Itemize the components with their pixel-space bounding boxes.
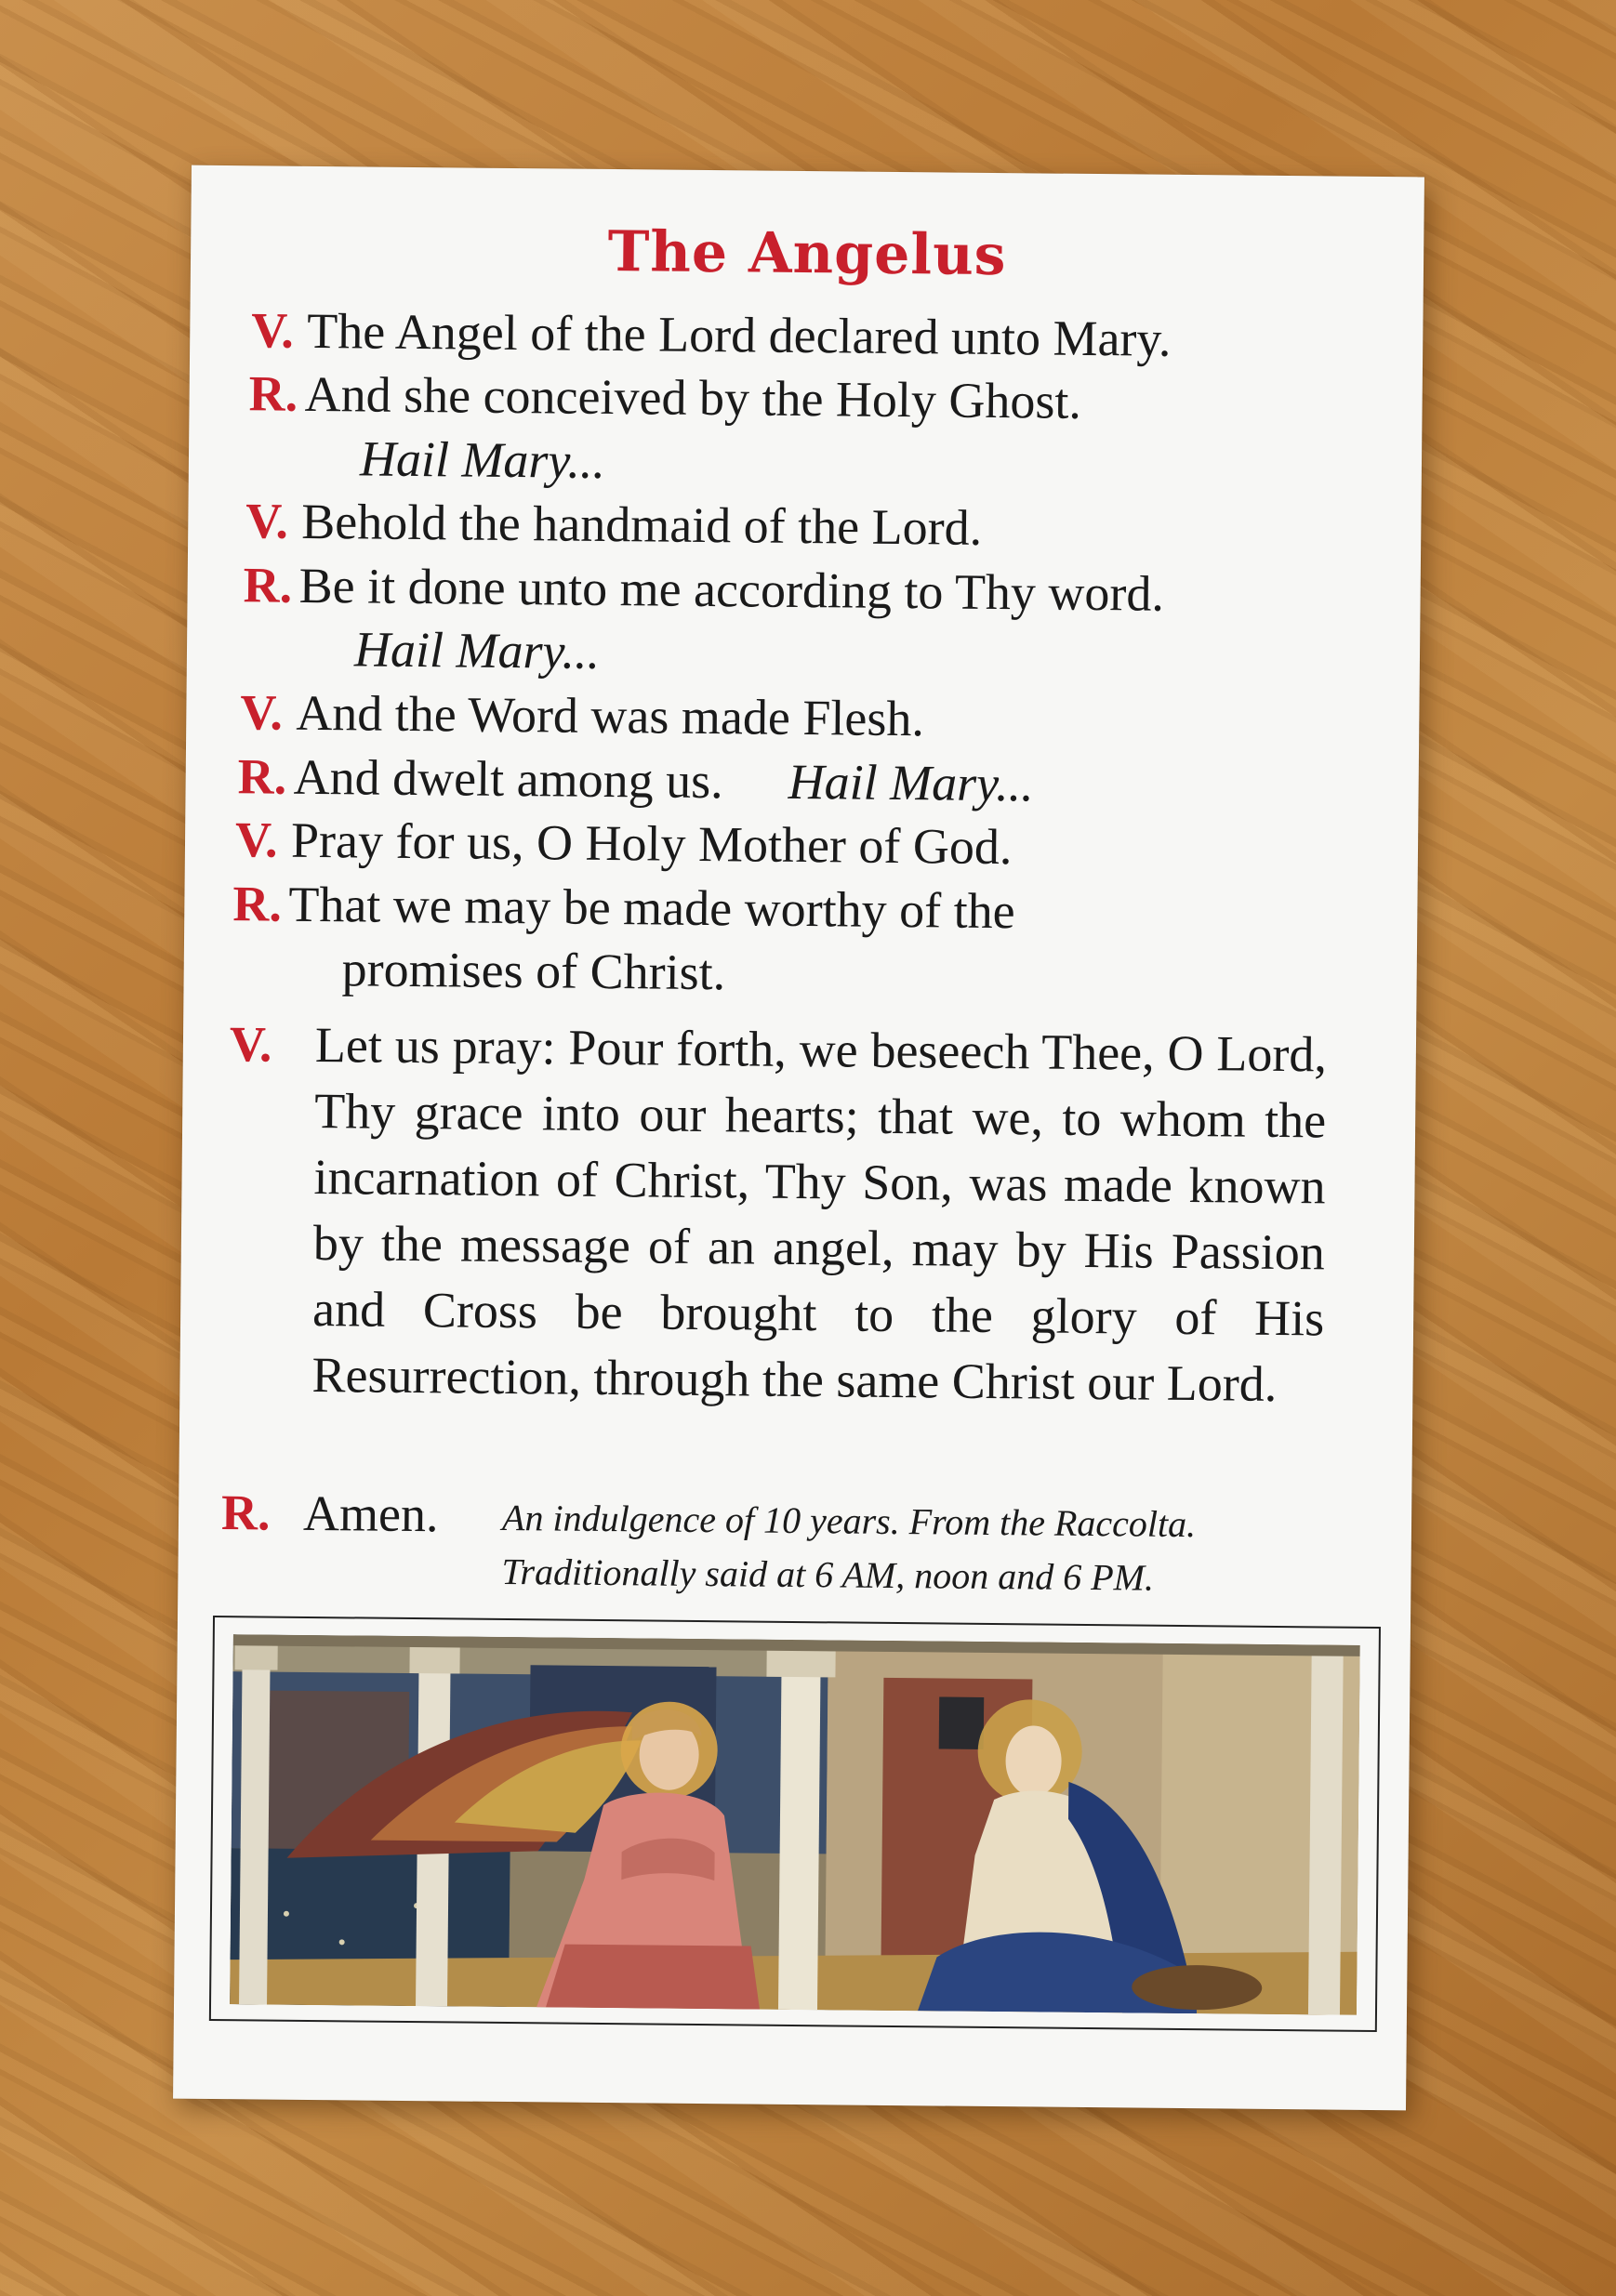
versicle-label: V.: [229, 1016, 272, 1073]
painting-frame: [209, 1616, 1381, 2032]
response-text-continued: promises of Christ.: [341, 941, 726, 1001]
versicle-text: Behold the handmaid of the Lord.: [301, 493, 983, 556]
versicle-text: The Angel of the Lord declared unto Mary.: [307, 302, 1172, 367]
prayer-card: [173, 165, 1424, 2111]
versicle-label: V.: [234, 812, 278, 868]
tradition-note: Traditionally said at 6 AM, noon and 6 PM.: [501, 1550, 1155, 1599]
indulgence-note: An indulgence of 10 years. From the Raccolta.: [501, 1496, 1197, 1546]
versicle-label: V.: [245, 493, 289, 549]
versicle-text: And the Word was made Flesh.: [296, 684, 925, 747]
response-text: Be it done unto me according to Thy word.: [298, 557, 1165, 622]
response-text: And dwelt among us.: [293, 748, 723, 810]
versicle-label: V.: [240, 684, 284, 741]
versicle-label: V.: [251, 302, 295, 359]
response-label: R.: [243, 557, 293, 614]
closing-prayer-text: Let us pray: Pour forth, we beseech Thee, O Lord, Thy grace into our hearts; that we, to whom the incarnation of Christ, Thy Son, was made known by the message of an angel, may by His Passion and Cross be brought to the glory of His Resurrection, through the same Christ our Lord.: [311, 1017, 1328, 1412]
response-label: R.: [248, 365, 298, 422]
response-label: R.: [220, 1484, 271, 1541]
amen-text: Amen.: [302, 1484, 439, 1543]
annunciation-painting: [230, 1634, 1360, 2015]
hail-mary-text: Hail Mary...: [359, 430, 606, 489]
hail-mary-text: Hail Mary...: [353, 621, 601, 680]
response-label: R.: [232, 876, 283, 932]
card-title: The Angelus: [607, 218, 1007, 289]
hail-mary-text: Hail Mary...: [788, 753, 1034, 812]
response-text: That we may be made worthy of the: [288, 876, 1015, 940]
response-text: And she conceived by the Holy Ghost.: [304, 365, 1082, 429]
versicle-text: Pray for us, O Holy Mother of God.: [290, 812, 1013, 876]
response-label: R.: [237, 748, 287, 805]
